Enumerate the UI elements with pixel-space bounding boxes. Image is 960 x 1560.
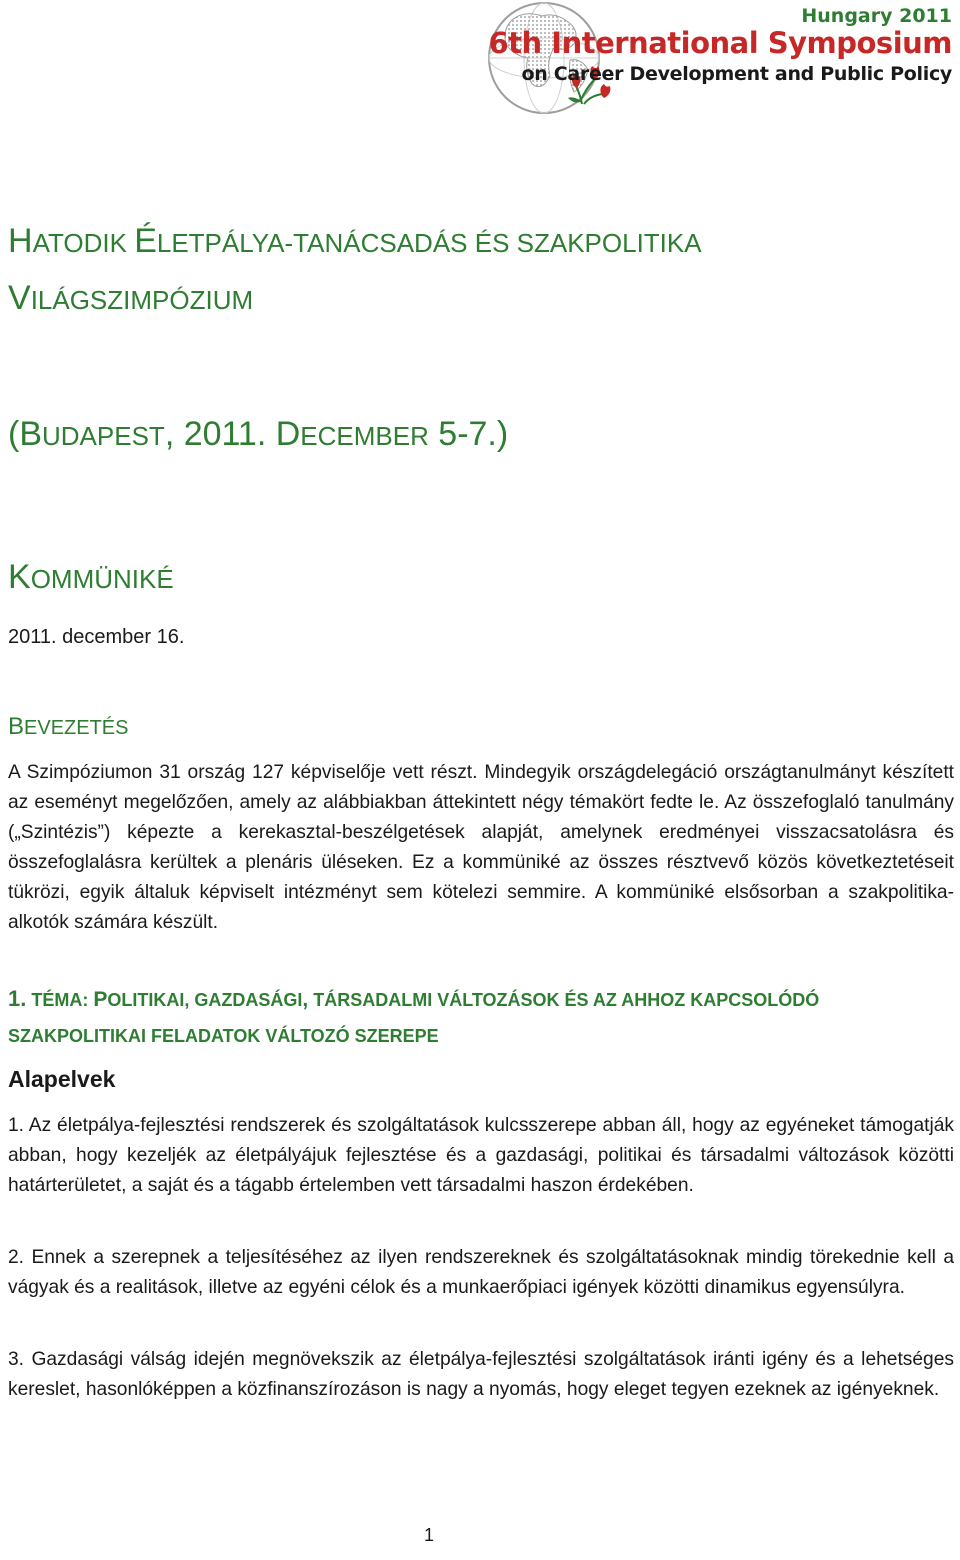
intro-heading: BEVEZETÉS xyxy=(8,713,129,740)
principles-heading: Alapelvek xyxy=(8,1066,116,1092)
logo-event-line: 6th International Symposium xyxy=(488,26,952,60)
document-date: 2011. december 16. xyxy=(8,626,185,648)
title-communique: KOMMÜNIKÉ xyxy=(8,558,174,596)
title-line-1: HATODIK ÉLETPÁLYA-TANÁCSADÁS ÉS SZAKPOLITIKA xyxy=(8,222,702,260)
topic-1-heading-line-1: 1. TÉMA: POLITIKAI, GAZDASÁGI, TÁRSADALMI VÁLTOZÁSOK ÉS AZ AHHOZ KAPCSOLÓDÓ xyxy=(8,986,820,1011)
title-line-2: VILÁGSZIMPÓZIUM xyxy=(8,279,254,317)
logo-year-line: Hungary 2011 xyxy=(801,5,952,27)
principle-item-1: 1. Az életpálya-fejlesztési rendszerek és szolgáltatások kulcsszerepe abban áll, hogy az egyéneket támogatják abban, hogy kezeljék az életpályájuk fejlesztése és a gazdasági, politikai és társadalmi változások közötti határterületet, a saját és a tágabb értelemben vett társadalmi haszon érdekében. xyxy=(8,1115,954,1196)
principle-item-2: 2. Ennek a szerepnek a teljesítéséhez az ilyen rendszereknek és szolgáltatásoknak mindig törekednie kell a vágyak és a realitások, illetve az egyéni célok és a munkaerőpiaci igények közötti dinamikus egyensúlyra. xyxy=(8,1247,954,1298)
principle-item-3: 3. Gazdasági válság idején megnövekszik az életpálya-fejlesztési szolgáltatások iránti igény és a lehetséges kereslet, hasonlóképpen a közfinanszírozáson is nagy a nyomás, hogy eleget tegyen ezeknek az igényeknek. xyxy=(8,1349,954,1400)
title-line-3: (BUDAPEST, 2011. DECEMBER 5-7.) xyxy=(8,415,509,453)
page-number: 1 xyxy=(424,1525,435,1545)
topic-1-heading-line-2: SZAKPOLITIKAI FELADATOK VÁLTOZÓ SZEREPE xyxy=(8,1026,439,1046)
logo-topic-line: on Career Development and Public Policy xyxy=(521,63,952,85)
symposium-logo xyxy=(484,0,960,120)
intro-paragraph: A Szimpóziumon 31 ország 127 képviselője vett részt. Mindegyik országdelegáció országtanulmányt készített az eseményt megelőzően, amely az alábbiakban áttekintett négy témakört fedte le. Az összefoglaló tanulmány („Szintézis”) képezte a kerekasztal-beszélgetések alapját, amelynek eredményei visszacsatolásra és összefoglalásra kerültek a plenáris üléseken. Ez a kommüniké az összes résztvevő közös következtetéseit tükrözi, egyik általuk képviselt intézményt sem kötelezi semmire. A kommüniké elsősorban a szakpolitika-alkotók számára készült. xyxy=(8,762,954,933)
